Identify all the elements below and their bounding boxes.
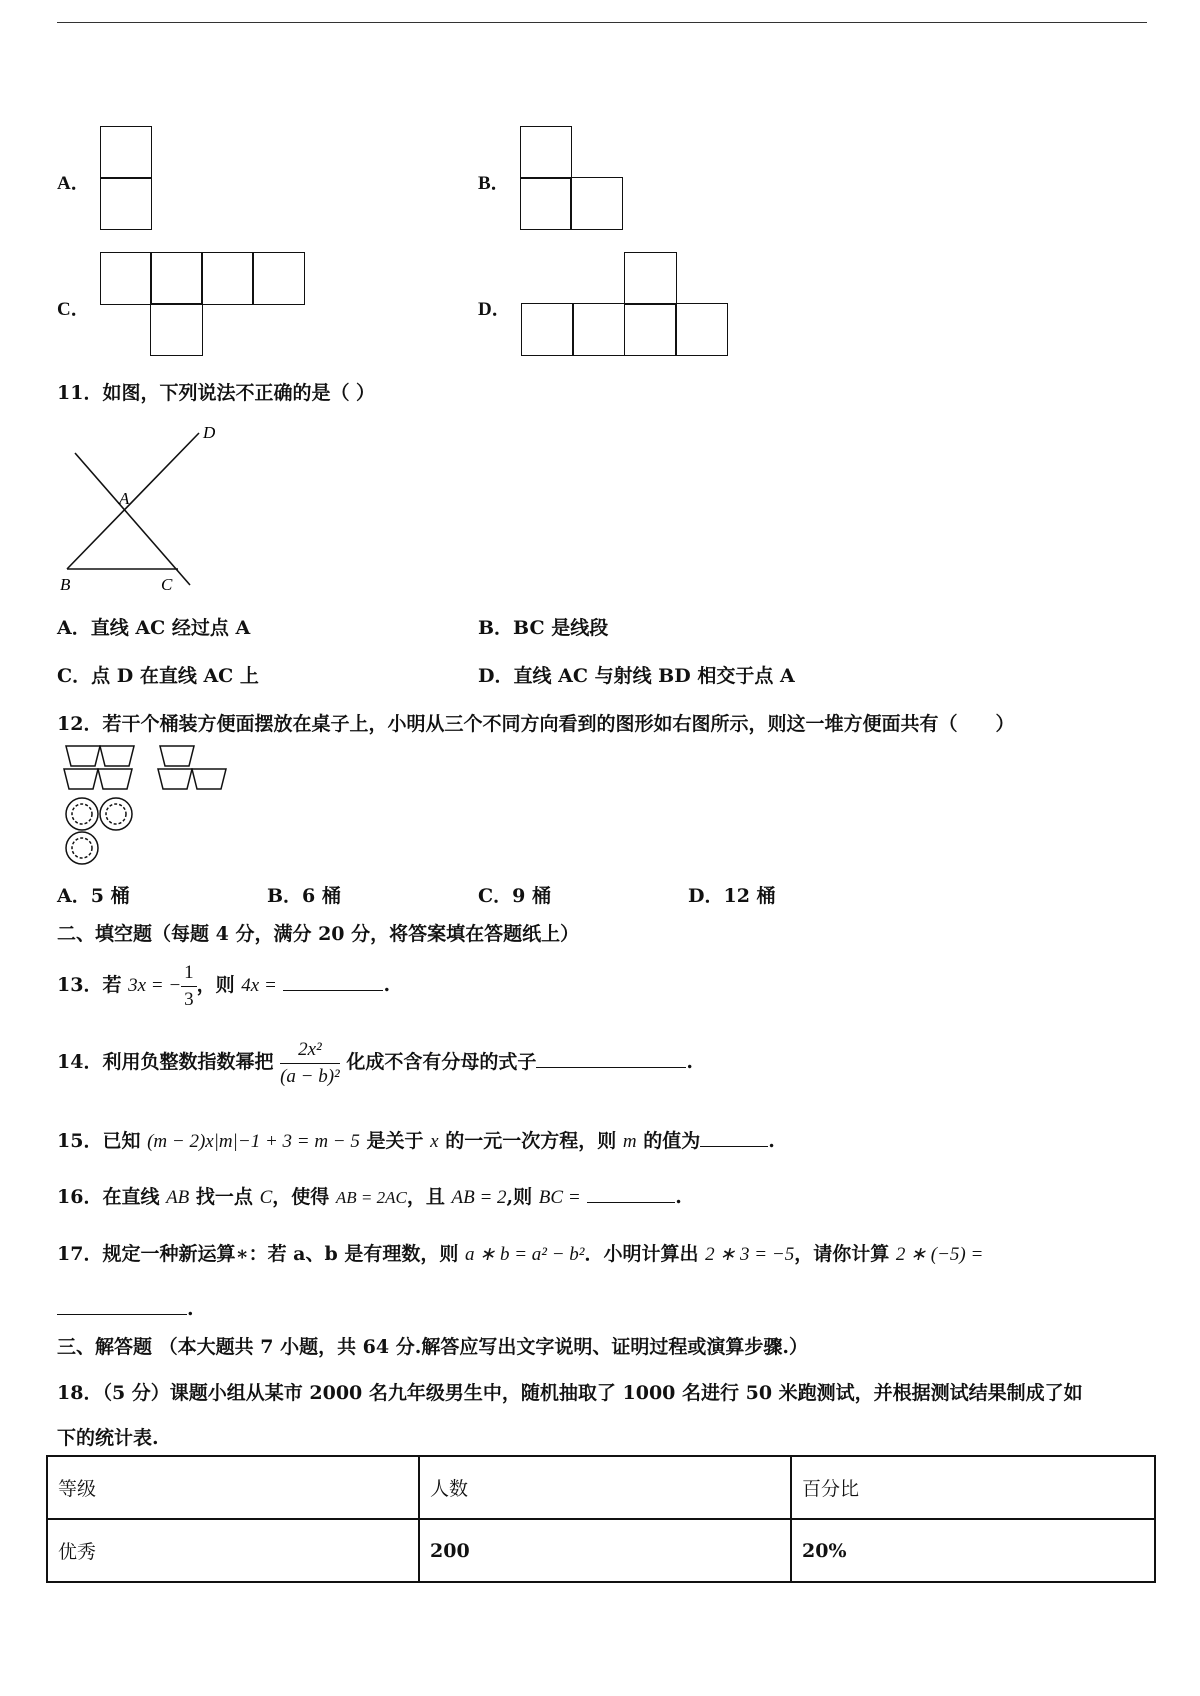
side-view (158, 746, 226, 789)
question-17: 17．规定一种新运算∗：若 a、b 是有理数，则 a ∗ b = a² − b²．小明计算出 2 ∗ 3 = −5，请你计算 2 ∗ (−5) = (57, 1243, 984, 1265)
table-row (47, 1519, 1155, 1582)
table-header-row (47, 1456, 1155, 1519)
header-rule (57, 22, 1147, 23)
question-11-stem: 11．如图，下列说法不正确的是（ ） (57, 382, 376, 404)
q12-option-b: B．6 桶 (267, 885, 341, 907)
question-16: 16．在直线 AB 找一点 C，使得 AB = 2AC，且 AB = 2,则 BC = . (57, 1186, 682, 1208)
cell-count: 200 (419, 1519, 791, 1582)
question-17-answer-line: . (57, 1296, 194, 1321)
option-d-label: D． (478, 299, 511, 320)
section-2-heading: 二、填空题（每题 4 分，满分 20 分，将答案填在答题纸上） (57, 923, 580, 945)
question-15: 15．已知 (m − 2)x|m|−1 + 3 = m − 5 是关于 x 的一元一次方程，则 m 的值为 . (57, 1130, 775, 1152)
answer-blank[interactable] (536, 1049, 686, 1068)
option-a-label: A． (57, 173, 90, 194)
answer-blank[interactable] (57, 1296, 187, 1315)
header-cell-grade: 等级 (47, 1456, 419, 1519)
statistics-table (46, 1455, 1156, 1583)
section-3-heading: 三、解答题 （本大题共 7 小题，共 64 分.解答应写出文字说明、证明过程或演算步骤.） (57, 1336, 808, 1358)
option-b-label: B． (478, 173, 510, 194)
line-ac (75, 453, 190, 585)
point-b-label: B (60, 575, 71, 594)
point-a-label: A (119, 489, 130, 508)
question-14: 14．利用负整数指数幂把 $\frac{\text{2x²}}{\text{(a − b)²}}$ 化成不含有分母的式子 . (57, 1038, 694, 1087)
top-view (66, 798, 132, 864)
q11-option-a: A．直线 AC 经过点 A (57, 617, 251, 639)
cell-percent: 20% (791, 1519, 1155, 1582)
q11-option-b: B．BC 是线段 (478, 617, 609, 639)
q11-option-c: C．点 D 在直线 AC 上 (57, 665, 259, 687)
answer-blank[interactable] (700, 1128, 768, 1147)
q12-three-views-figure (60, 743, 240, 873)
q12-option-d: D．12 桶 (688, 885, 776, 907)
q11-geometry-figure (55, 420, 235, 595)
header-cell-count: 人数 (419, 1456, 791, 1519)
answer-blank[interactable] (587, 1184, 675, 1203)
question-18-line-2: 下的统计表. (57, 1427, 159, 1449)
point-d-label: D (203, 423, 216, 442)
q11-option-d: D．直线 AC 与射线 BD 相交于点 A (478, 665, 795, 687)
ray-bd (67, 433, 199, 569)
question-18-line-1: 18．（5 分）课题小组从某市 2000 名九年级男生中，随机抽取了 1000 名进行 50 米跑测试，并根据测试结果制成了如 (57, 1382, 1083, 1404)
point-c-label: C (161, 575, 173, 594)
question-12-stem: 12．若干个桶装方便面摆放在桌子上，小明从三个不同方向看到的图形如右图所示，则这一堆方便面共有（ ） (57, 713, 1015, 735)
question-13: 13．若 3x = − $\frac{1}{3}$ ，则 4x = . (57, 961, 391, 1010)
cell-grade: 优秀 (47, 1519, 419, 1582)
q12-option-a: A．5 桶 (57, 885, 130, 907)
option-c-label: C． (57, 299, 90, 320)
answer-blank[interactable] (283, 972, 383, 991)
q12-option-c: C．9 桶 (478, 885, 551, 907)
front-view (64, 746, 134, 789)
header-cell-percent: 百分比 (791, 1456, 1155, 1519)
